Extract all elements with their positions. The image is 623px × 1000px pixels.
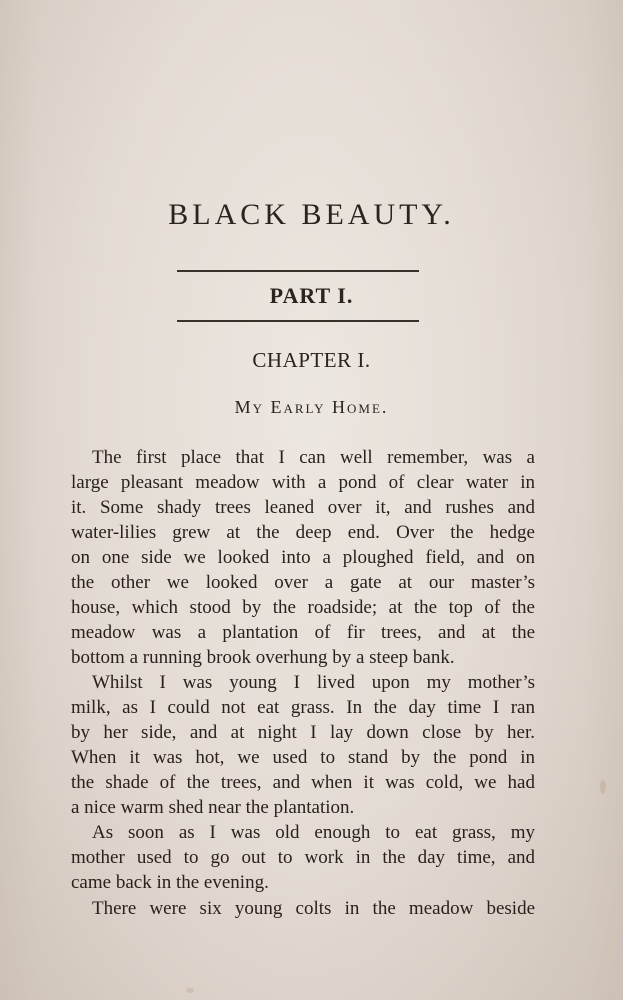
text-line: a nice warm shed near the plantation. <box>71 797 355 818</box>
chapter-title: My Early Home. <box>234 397 389 417</box>
text-line: When it was hot, we used to stand by the pond in <box>71 747 535 768</box>
text-line: mother used to go out to work in the day time, and <box>71 847 535 868</box>
text-line: house, which stood by the roadside; at the top of the <box>71 597 535 618</box>
text-line: Whilst I was young I lived upon my mother’s <box>92 672 535 693</box>
text-line: came back in the evening. <box>71 872 269 893</box>
text-line: The first place that I can well remember, was a <box>92 447 535 468</box>
text-line: it. Some shady trees leaned over it, and rushes and <box>71 497 535 518</box>
text-line: meadow was a plantation of fir trees, and at the <box>71 622 535 643</box>
text-line: on one side we looked into a ploughed field, and on <box>71 547 535 568</box>
chapter-heading: CHAPTER I. <box>252 348 371 372</box>
foxing-stain <box>186 988 194 993</box>
title-rule-bottom <box>177 320 419 322</box>
text-line: As soon as I was old enough to eat grass, my <box>92 822 535 843</box>
foxing-stain <box>600 780 606 794</box>
title-rule-top <box>177 270 419 272</box>
text-line: the shade of the trees, and when it was cold, we had <box>71 772 535 793</box>
text-line: by her side, and at night I lay down close by her. <box>71 722 535 743</box>
book-title: BLACK BEAUTY. <box>168 198 455 231</box>
part-heading: PART I. <box>269 283 354 308</box>
text-line: bottom a running brook overhung by a steep bank. <box>71 647 455 668</box>
text-line: large pleasant meadow with a pond of clear water in <box>71 472 535 493</box>
text-line: water-lilies grew at the deep end. Over the hedge <box>71 522 535 543</box>
text-line: There were six young colts in the meadow beside <box>92 898 535 919</box>
text-line: milk, as I could not eat grass. In the day time I ran <box>71 697 535 718</box>
text-line: the other we looked over a gate at our master’s <box>71 572 535 593</box>
